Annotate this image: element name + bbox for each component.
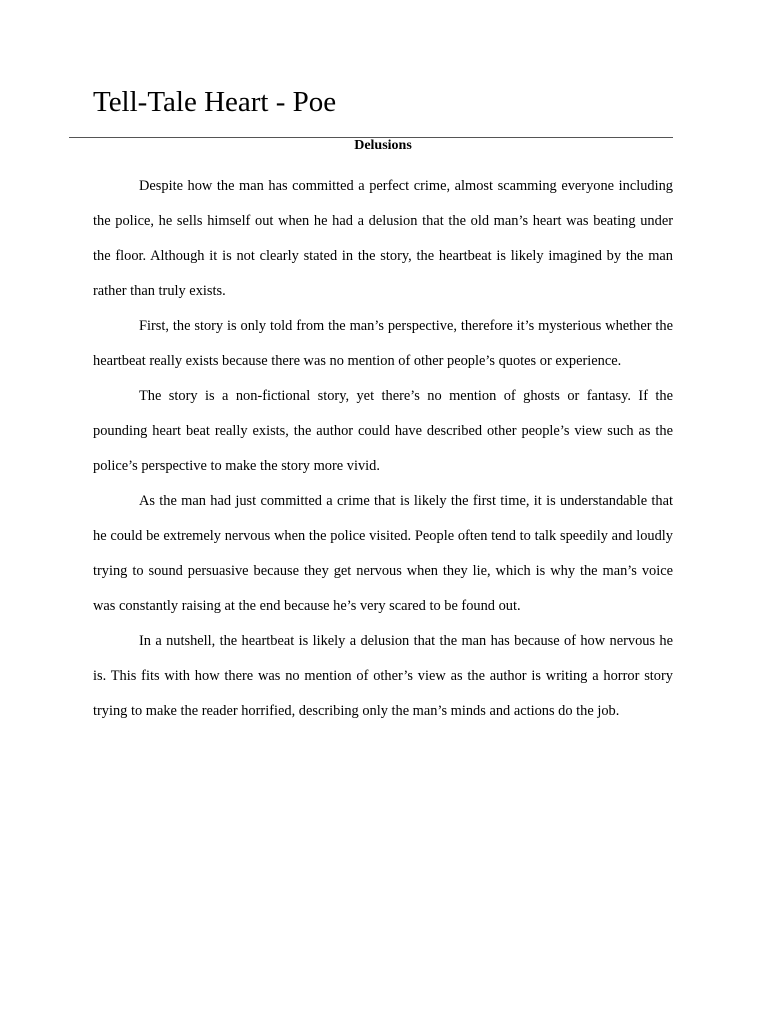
paragraph: The story is a non-fictional story, yet there’s no mention of ghosts or fantasy. If the pounding heart beat really exists, the author could have described other people’s view such as the police’s perspective to make the story more vivid. — [93, 388, 673, 474]
paragraph: First, the story is only told from the man’s perspective, therefore it’s mysterious whether the heartbeat really exists because there was no mention of other people’s quotes or experience. — [93, 318, 673, 369]
paragraph: As the man had just committed a crime that is likely the first time, it is understandable that he could be extremely nervous when the police visited. People often tend to talk speedily and loudly trying to sound persuasive because they get nervous when they lie, which is why the man’s voice was constantly raising at the end because he’s very scared to be found out. — [93, 493, 673, 614]
paragraph: In a nutshell, the heartbeat is likely a delusion that the man has because of how nervous he is. This fits with how there was no mention of other’s view as the author is writing a horror story trying to make the reader horrified, describing only the man’s minds and actions do the job. — [93, 633, 673, 719]
document-title: Tell-Tale Heart - Poe — [93, 86, 337, 118]
paragraph: Despite how the man has committed a perfect crime, almost scamming everyone including the police, he sells himself out when he had a delusion that the old man’s heart was beating under the floor. Although it is not clearly stated in the story, the heartbeat is likely imagined by the man rather than truly exists. — [93, 178, 673, 299]
section-heading: Delusions — [354, 138, 412, 153]
essay-body — [93, 169, 673, 729]
